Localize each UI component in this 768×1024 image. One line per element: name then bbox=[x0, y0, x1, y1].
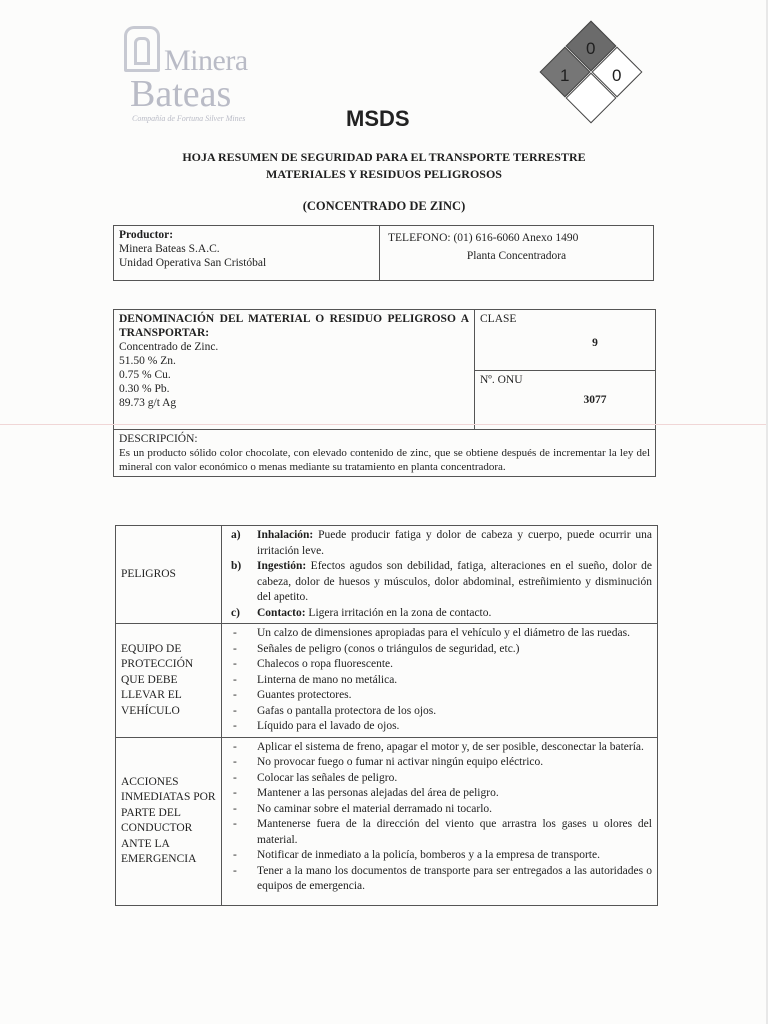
action-item: - Colocar las señales de peligro. bbox=[227, 771, 652, 787]
action-item: - Mantenerse fuera de la dirección del viento que arrastra los gases u olores del material. bbox=[227, 817, 652, 848]
logo-mark-icon bbox=[124, 26, 160, 72]
heading-line3: (CONCENTRADO DE ZINC) bbox=[302, 199, 466, 213]
equipment-item: - Señales de peligro (conos o triángulos de seguridad, etc.) bbox=[227, 642, 652, 658]
clase-cell bbox=[475, 310, 656, 371]
material-line-5: 89.73 g/t Ag bbox=[119, 397, 177, 409]
equipment-item: - Linterna de mano no metálica. bbox=[227, 673, 652, 689]
material-cell bbox=[114, 310, 475, 430]
phone-cell bbox=[380, 226, 654, 281]
producer-name: Minera Bateas S.A.C. bbox=[119, 243, 220, 255]
onu-cell bbox=[475, 371, 656, 430]
producer-unit: Unidad Operativa San Cristóbal bbox=[119, 257, 267, 269]
hazard-item bbox=[227, 559, 652, 606]
diamond-right-value: 0 bbox=[612, 66, 622, 85]
equipment-item: - Chalecos o ropa fluorescente. bbox=[227, 657, 652, 673]
phone-text: TELEFONO: (01) 616-6060 Anexo 1490 bbox=[388, 232, 579, 244]
equipment-item: - Gafas o pantalla protectora de los ojos. bbox=[227, 704, 652, 720]
hazard-letter: b) bbox=[231, 560, 242, 572]
description-label: DESCRIPCIÓN: bbox=[119, 433, 198, 445]
producer-cell bbox=[114, 226, 380, 281]
hazard-text: Ligera irritación en la zona de contacto. bbox=[305, 606, 492, 619]
hazard-item bbox=[227, 528, 652, 559]
equipment-label-cell bbox=[116, 624, 222, 738]
logo-line1: Minera bbox=[164, 44, 248, 77]
hazard-title: Ingestión: bbox=[257, 560, 307, 572]
equipment-item: - Líquido para el lavado de ojos. bbox=[227, 719, 652, 735]
material-line-3: 0.75 % Cu. bbox=[119, 369, 171, 381]
action-item: - No caminar sobre el material derramado ni tocarlo. bbox=[227, 802, 652, 818]
onu-value: 3077 bbox=[583, 394, 607, 406]
action-item: - No provocar fuego o fumar ni activar ningún equipo eléctrico. bbox=[227, 755, 652, 771]
action-item: - Aplicar el sistema de freno, apagar el motor y, de ser posible, desconectar la batería. bbox=[227, 740, 652, 756]
hazard-title: Contacto: bbox=[257, 606, 306, 619]
material-label: DENOMINACIÓN DEL MATERIAL O RESIDUO PELIGROSO A TRANSPORTAR: bbox=[119, 313, 469, 339]
hazard-text: Efectos agudos son debilidad, fatiga, alteraciones en el sueño, dolor de cabeza, dolor de huesos y músculos, dolor abdominal, estreñimiento y disminución del apetito. bbox=[257, 560, 652, 603]
plant-text: Planta Concentradora bbox=[466, 250, 567, 262]
equipment-item: - Un calzo de dimensiones apropiadas para el vehículo y el diámetro de las ruedas. bbox=[227, 626, 652, 642]
hazard-diamond bbox=[540, 24, 640, 130]
material-line-4: 0.30 % Pb. bbox=[119, 383, 170, 395]
scan-fold-line bbox=[0, 424, 768, 425]
hazards-label: PELIGROS bbox=[121, 567, 176, 580]
action-item: - Mantener a las personas alejadas del área de peligro. bbox=[227, 786, 652, 802]
action-item: - Notificar de inmediato a la policía, bomberos y a la empresa de transporte. bbox=[227, 848, 652, 864]
equipment-label: EQUIPO DE PROTECCIÓN QUE DEBE LLEVAR EL VEHÍCULO bbox=[121, 642, 194, 717]
action-item: - Tener a la mano los documentos de transporte para ser entregados a las autoridades o equipos de emergencia. bbox=[227, 864, 652, 895]
hazard-letter: a) bbox=[231, 529, 241, 541]
diamond-top-value: 0 bbox=[586, 39, 596, 58]
material-line-2: 51.50 % Zn. bbox=[119, 355, 176, 367]
safety-table bbox=[115, 525, 658, 906]
hazards-label-cell bbox=[116, 526, 222, 624]
diamond-left-value: 1 bbox=[560, 66, 570, 85]
producer-table bbox=[113, 225, 654, 281]
hazards-list bbox=[227, 528, 652, 621]
actions-list bbox=[227, 740, 652, 895]
actions-content-cell bbox=[222, 737, 658, 905]
logo-line2: Bateas bbox=[130, 73, 232, 115]
hazard-letter: c) bbox=[231, 606, 240, 619]
equipment-item: - Guantes protectores. bbox=[227, 688, 652, 704]
hazard-text: Puede producir fatiga y dolor de cabeza y cuerpo, puede ocurrir una irritación leve. bbox=[257, 529, 652, 557]
clase-label: CLASE bbox=[480, 313, 517, 325]
equipment-list bbox=[227, 626, 652, 735]
actions-label: ACCIONES INMEDIATAS POR PARTE DEL CONDUCTOR ANTE LA EMERGENCIA bbox=[121, 775, 216, 865]
producer-label: Productor: bbox=[119, 229, 174, 241]
description-cell bbox=[114, 430, 656, 477]
onu-label: Nº. ONU bbox=[480, 374, 523, 386]
material-table bbox=[113, 309, 656, 477]
hazard-title: Inhalación: bbox=[257, 529, 314, 541]
hazards-content-cell bbox=[222, 526, 658, 624]
heading-line1: HOJA RESUMEN DE SEGURIDAD PARA EL TRANSPORTE TERRESTRE bbox=[182, 150, 586, 164]
equipment-content-cell bbox=[222, 624, 658, 738]
description-text: Es un producto sólido color chocolate, con elevado contenido de zinc, que se obtiene después de incrementar la ley del mineral con valor económico o menas mediante su tratamiento en planta concentradora. bbox=[119, 447, 650, 473]
doc-title: MSDS bbox=[346, 106, 410, 131]
minera-bateas-logo bbox=[124, 26, 274, 126]
hazard-item bbox=[227, 606, 652, 622]
material-line-1: Concentrado de Zinc. bbox=[119, 341, 219, 353]
heading-line2: MATERIALES Y RESIDUOS PELIGROSOS bbox=[266, 167, 502, 181]
logo-tagline: Compañía de Fortuna Silver Mines bbox=[132, 114, 246, 123]
clase-value: 9 bbox=[592, 337, 598, 349]
actions-label-cell bbox=[116, 737, 222, 905]
